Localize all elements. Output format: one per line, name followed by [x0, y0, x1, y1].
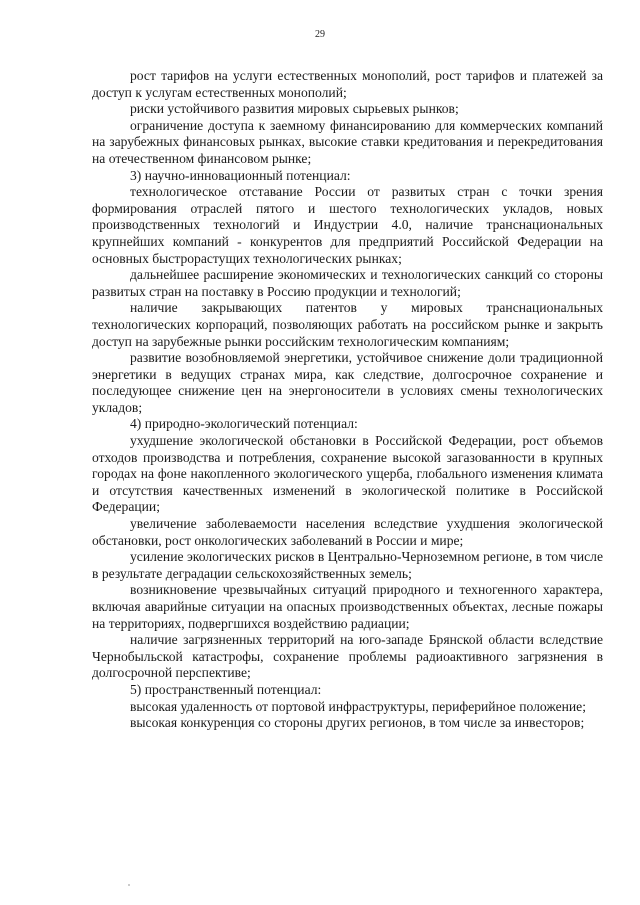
section-heading-innovation: 3) научно-инновационный потенциал: [130, 167, 351, 183]
paragraph-ecological-deterioration: ухудшение экологической обстановки в Российской Федерации, рост объемов отходов производства и потребления, сохранение высокой загазованности в крупных городах на фоне накопленного экологического ущерба, глобального изменения климата и отсутствия качественных изменений в экологической политике в Российской Федерации; [92, 433, 603, 515]
paragraph-regional-risks: усиление экологических рисков в Центрально-Черноземном регионе, в том числе в результате деградации сельскохозяйственных земель; [92, 549, 603, 581]
paragraph-morbidity: увеличение заболеваемости населения вследствие ухудшения экологической обстановки, рост онкологических заболеваний в России и мире; [92, 516, 603, 548]
paragraph-commodity-risks: риски устойчивого развития мировых сырьевых рынков; [130, 101, 459, 117]
scan-speck [128, 884, 130, 886]
document-body [92, 68, 603, 732]
section-heading-ecology: 4) природно-экологический потенциал: [130, 416, 358, 432]
paragraph-emergencies: возникновение чрезвычайных ситуаций природного и техногенного характера, включая аварийные ситуации на опасных производственных объектах, лесные пожары на территориях, подвергшихся воздействию радиации; [92, 582, 603, 631]
paragraph-sanctions: дальнейшее расширение экономических и технологических санкций со стороны развитых стран на поставку в Россию продукции и технологий; [92, 267, 603, 299]
paragraph-remoteness: высокая удаленность от портовой инфраструктуры, периферийное положение; [130, 698, 586, 714]
section-heading-spatial: 5) пространственный потенциал: [130, 681, 322, 697]
page-number: 29 [315, 29, 325, 40]
paragraph-financing-access: ограничение доступа к заемному финансированию для коммерческих компаний на зарубежных финансовых рынках, высокие ставки кредитования и перекредитования на отечественном финансовом рынке; [92, 117, 603, 166]
paragraph-competition: высокая конкуренция со стороны других регионов, в том числе за инвесторов; [130, 715, 585, 731]
paragraph-technological-lag: технологическое отставание России от развитых стран с точки зрения формирования отраслей пятого и шестого технологических укладов, новых производственных технологий и Индустрии 4.0, наличие транснациональных крупнейших компаний - конкурентов для предприятий Российской Федерации на основных быстрорастущих технологических рынках; [92, 184, 603, 266]
paragraph-contaminated-territories: наличие загрязненных территорий на юго-западе Брянской области вследствие Чернобыльской катастрофы, сохранение проблемы радиоактивного загрязнения в долгосрочной перспективе; [92, 632, 603, 681]
paragraph-renewable-energy: развитие возобновляемой энергетики, устойчивое снижение доли традиционной энергетики в ведущих странах мира, как следствие, долгосрочное сохранение и последующее снижение цен на энергоносители в условиях смены технологических укладов; [92, 350, 603, 415]
paragraph-tariffs: рост тарифов на услуги естественных монополий, рост тарифов и платежей за доступ к услугам естественных монополий; [92, 68, 603, 100]
paragraph-patents: наличие закрывающих патентов у мировых транснациональных технологических корпораций, позволяющих работать на российском рынке и закрыть доступ на зарубежные рынки российским технологическим компаниям; [92, 300, 603, 349]
